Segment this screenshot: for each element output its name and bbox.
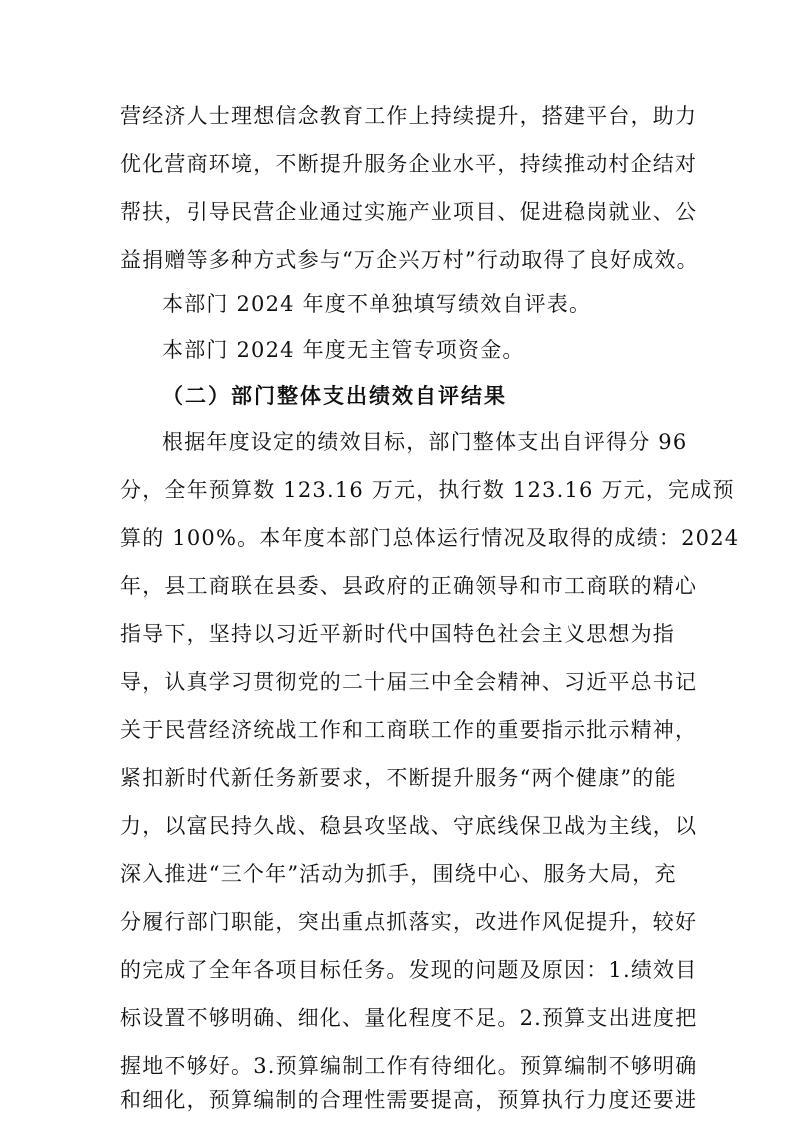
paragraph-2-line-15: 和细化，预算编制的合理性需要提高，预算执行力度还要进 [120,1088,698,1112]
section-heading: （二）部门整体支出绩效自评结果 [162,383,507,408]
paragraph-2-line-5: 指导下，坚持以习近平新时代中国特色社会主义思想为指 [120,622,675,646]
paragraph-2-line-12: 的完成了全年各项目标任务。发现的问题及原因：1.绩效目 [120,958,698,982]
statement-no-special-funds: 本部门 2024 年度无主管专项资金。 [162,338,525,362]
paragraph-2-line-8: 紧扣新时代新任务新要求，不断提升服务“两个健康”的能 [120,766,677,790]
paragraph-2-line-13: 标设置不够明确、细化、量化程度不足。2.预算支出进度把 [120,1006,698,1030]
paragraph-1-line-1: 营经济人士理想信念教育工作上持续提升，搭建平台，助力 [120,104,698,128]
paragraph-1-line-4: 益捐赠等多种方式参与“万企兴万村”行动取得了良好成效。 [120,248,699,272]
paragraph-1-line-2: 优化营商环境，不断提升服务企业水平，持续推动村企结对 [120,152,698,176]
paragraph-2-line-6: 导，认真学习贯彻党的二十届三中全会精神、习近平总书记 [120,670,698,694]
paragraph-2-line-10: 深入推进“三个年”活动为抓手，围绕中心、服务大局，充 [120,862,677,886]
paragraph-2-line-3: 算的 100%。本年度本部门总体运行情况及取得的成绩：2024 [120,526,740,550]
paragraph-2-line-4: 年，县工商联在县委、县政府的正确领导和市工商联的精心 [120,574,698,598]
paragraph-1-line-3: 帮扶，引导民营企业通过实施产业项目、促进稳岗就业、公 [120,200,698,224]
paragraph-2-line-11: 分履行部门职能，突出重点抓落实，改进作风促提升，较好 [120,910,698,934]
paragraph-2-line-14: 握地不够好。3.预算编制工作有待细化。预算编制不够明确 [120,1054,698,1078]
paragraph-2-line-7: 关于民营经济统战工作和工商联工作的重要指示批示精神， [120,718,698,742]
paragraph-2-line-1: 根据年度设定的绩效目标，部门整体支出自评得分 96 [162,430,688,454]
paragraph-2-line-9: 力，以富民持久战、稳县攻坚战、守底线保卫战为主线，以 [120,814,698,838]
statement-self-evaluation-form: 本部门 2024 年度不单独填写绩效自评表。 [162,292,592,316]
paragraph-2-line-2: 分，全年预算数 123.16 万元，执行数 123.16 万元，完成预 [120,478,735,502]
